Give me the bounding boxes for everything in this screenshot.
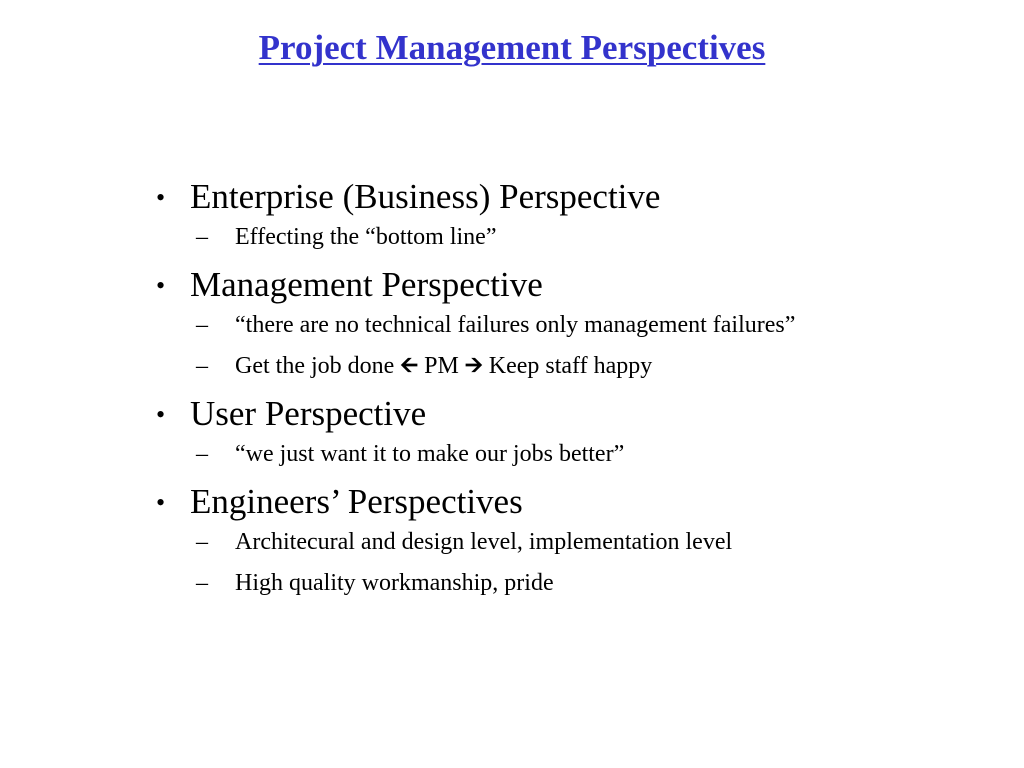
dash-icon: – xyxy=(196,570,208,596)
bullet-item-user xyxy=(152,393,972,469)
dash-icon: – xyxy=(196,529,208,555)
sub-list xyxy=(196,222,972,252)
pm-line-left-text: Get the job done xyxy=(235,353,395,379)
bullet-dot-icon: • xyxy=(156,183,166,212)
arrow-left-icon: 🡨 xyxy=(400,353,419,378)
bullet-item-engineers xyxy=(152,481,972,598)
bullet-dot-icon: • xyxy=(156,488,166,517)
sub-item-pm-line xyxy=(196,351,972,381)
dash-icon: – xyxy=(196,312,208,338)
sub-item xyxy=(196,439,972,469)
sub-list xyxy=(196,527,972,598)
bullet-dot-icon: • xyxy=(156,271,166,300)
slide-title: Project Management Perspectives xyxy=(258,28,766,67)
pm-line-middle-text: PM xyxy=(424,353,459,379)
bullet-item-enterprise xyxy=(152,176,972,252)
sub-list xyxy=(196,310,972,381)
bullet-label: Management Perspective xyxy=(190,265,543,304)
sub-list xyxy=(196,439,972,469)
bullet-list xyxy=(152,176,972,610)
sub-item xyxy=(196,222,972,252)
sub-item xyxy=(196,527,972,557)
sub-item-text: Architecural and design level, implementation level xyxy=(235,529,733,555)
sub-item xyxy=(196,310,972,340)
sub-item-text: “we just want it to make our jobs better” xyxy=(235,441,625,467)
sub-item-text: High quality workmanship, pride xyxy=(235,570,554,596)
dash-icon: – xyxy=(196,441,208,467)
pm-line-right-text: Keep staff happy xyxy=(488,353,653,379)
bullet-label: Engineers’ Perspectives xyxy=(190,482,523,521)
dash-icon: – xyxy=(196,353,208,379)
sub-item xyxy=(196,568,972,598)
sub-item-text: “there are no technical failures only management failures” xyxy=(235,312,796,338)
arrow-right-icon: 🡪 xyxy=(464,353,483,378)
bullet-item-management xyxy=(152,264,972,381)
bullet-label: Enterprise (Business) Perspective xyxy=(190,177,661,216)
dash-icon: – xyxy=(196,224,208,250)
sub-item-text: Effecting the “bottom line” xyxy=(235,224,497,250)
bullet-label: User Perspective xyxy=(190,394,427,433)
bullet-dot-icon: • xyxy=(156,400,166,429)
